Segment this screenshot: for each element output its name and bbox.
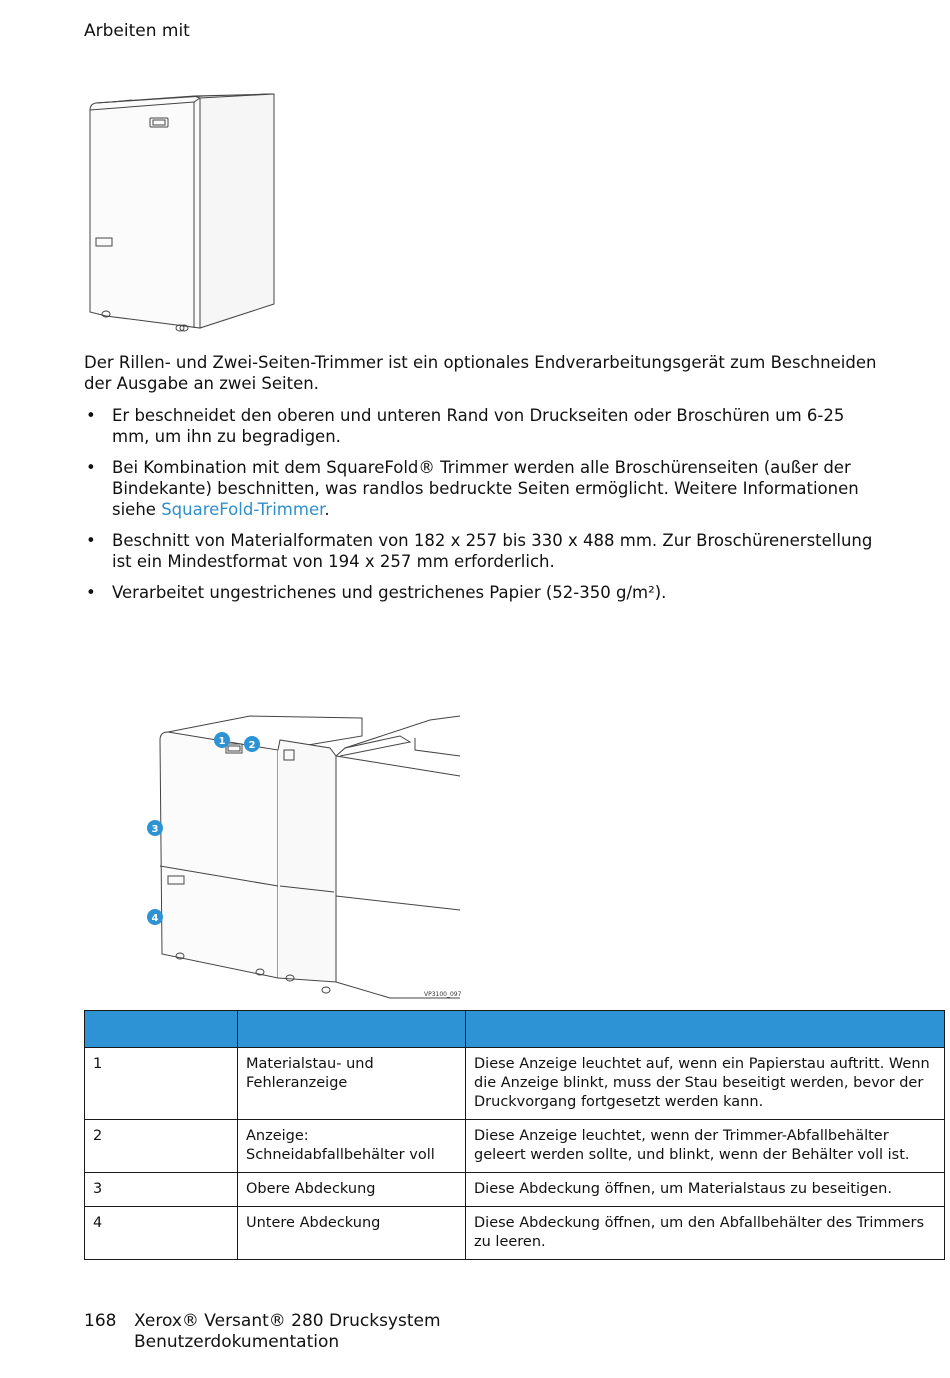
row-description: Diese Anzeige leuchtet, wenn der Trimmer-Abfallbehälter geleert werden sollte, und blinkt, wenn der Behälter voll ist. [466,1120,945,1173]
table-header-cell [85,1011,238,1048]
row-number: 2 [85,1120,238,1173]
row-description: Diese Abdeckung öffnen, um den Abfallbehälter des Trimmers zu leeren. [466,1207,945,1260]
row-number: 4 [85,1207,238,1260]
trimmer-callout-illustration [140,710,470,1000]
row-component-name: Materialstau- und Fehleranzeige [238,1048,466,1120]
callout-4 [147,909,163,925]
callout-3 [147,820,163,836]
squarefold-trimmer-link[interactable]: SquareFold-Trimmer [161,500,325,519]
component-legend-table [84,1010,945,1260]
bullet-icon: • [86,406,96,425]
svg-text:4: 4 [151,913,159,924]
table-header-cell [238,1011,466,1048]
bullet-icon: • [86,458,96,477]
table-row [85,1048,945,1120]
table-header-cell [466,1011,945,1048]
intro-paragraph: Der Rillen- und Zwei-Seiten-Trimmer ist ein optionales Endverarbeitungsgerät zum Beschneiden der Ausgabe an zwei Seiten. [84,353,877,393]
svg-text:3: 3 [151,824,159,835]
feature-list [84,405,884,613]
row-component-name: Obere Abdeckung [238,1173,466,1207]
row-number: 1 [85,1048,238,1120]
row-component-name: Anzeige: Schneidabfallbehälter voll [238,1120,466,1173]
list-item [84,457,884,520]
table-row [85,1173,945,1207]
list-item-text-end: . [324,500,330,519]
page-number: 168 [84,1311,117,1331]
table-row [85,1207,945,1260]
list-item [84,582,884,603]
svg-text:2: 2 [248,740,256,751]
trimmer-illustration [84,88,284,338]
row-description: Diese Abdeckung öffnen, um Materialstaus zu beseitigen. [466,1173,945,1207]
list-item-text: Bei Kombination mit dem SquareFold® Trimmer werden alle Broschürenseiten (außer der Bindekante) beschnitten, was randlos bedruckte Seiten ermöglicht. Weitere Informationen siehe [112,458,859,519]
figure-code: VP3100_097 [424,991,462,998]
row-description: Diese Anzeige leuchtet auf, wenn ein Papierstau auftritt. Wenn die Anzeige blinkt, muss der Stau beseitigt werden, bevor der Druckvorgang fortgesetzt werden kann. [466,1048,945,1120]
list-item [84,530,884,572]
list-item-text: Verarbeitet ungestrichenes und gestrichenes Papier (52-350 g/m²). [112,583,667,602]
svg-text:1: 1 [218,736,226,747]
callout-2 [244,736,260,752]
document-type: Benutzerdokumentation [134,1332,340,1352]
callout-1 [214,732,230,748]
bullet-icon: • [86,531,96,550]
product-name: Xerox® Versant® 280 Drucksystem [134,1311,441,1331]
row-number: 3 [85,1173,238,1207]
list-item-text: Beschnitt von Materialformaten von 182 x 257 bis 330 x 488 mm. Zur Broschürenerstellung ist ein Mindestformat von 194 x 257 mm erforderlich. [112,531,873,571]
row-component-name: Untere Abdeckung [238,1207,466,1260]
table-row [85,1120,945,1173]
page-section-title: Arbeiten mit [84,21,190,41]
bullet-icon: • [86,583,96,602]
list-item [84,405,884,447]
list-item-text: Er beschneidet den oberen und unteren Rand von Druckseiten oder Broschüren um 6-25 mm, um ihn zu begradigen. [112,406,845,446]
table-header-row [85,1011,945,1048]
